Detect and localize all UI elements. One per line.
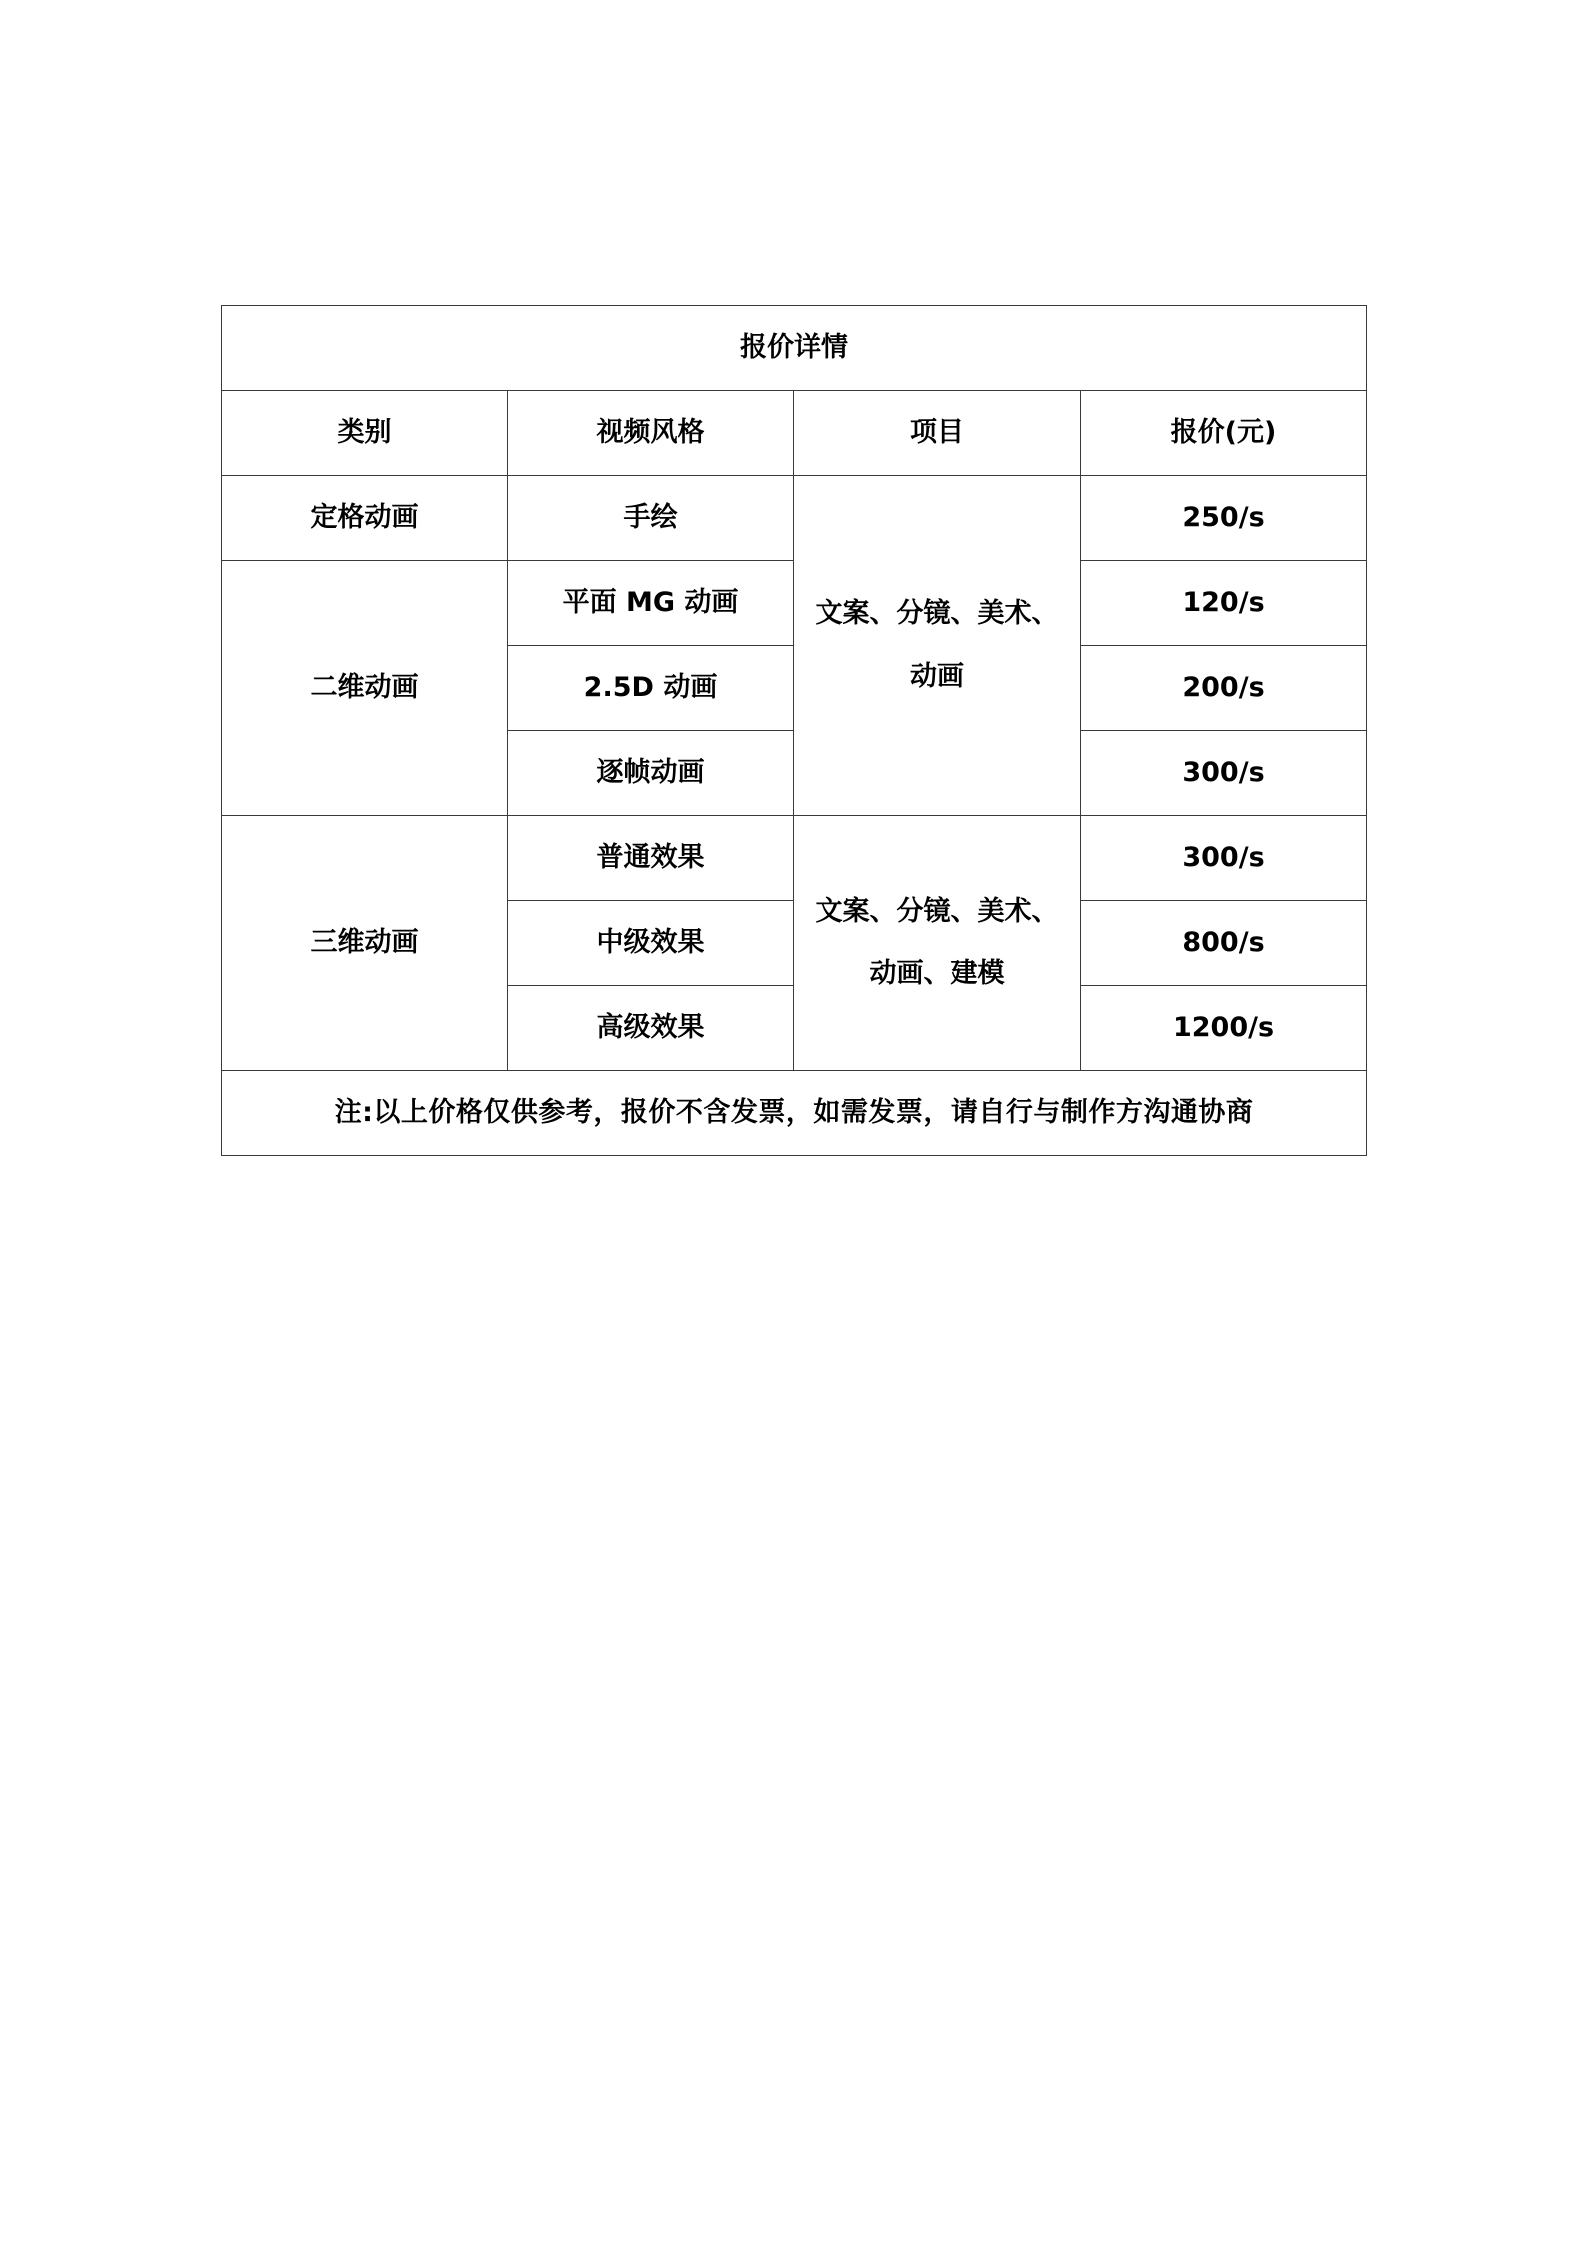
table-row — [222, 816, 1367, 901]
price-cell: 120/s — [1081, 561, 1367, 646]
style-cell: 手绘 — [508, 476, 794, 561]
price-cell: 300/s — [1081, 731, 1367, 816]
note-row — [222, 1071, 1367, 1156]
style-cell: 逐帧动画 — [508, 731, 794, 816]
category-cell: 二维动画 — [222, 561, 508, 816]
table-note: 注:以上价格仅供参考，报价不含发票，如需发票，请自行与制作方沟通协商 — [222, 1071, 1367, 1156]
project-line: 文案、分镜、美术、 — [815, 598, 1059, 630]
style-cell: 2.5D 动画 — [508, 646, 794, 731]
project-line: 文案、分镜、美术、 — [815, 895, 1059, 927]
title-row — [222, 306, 1367, 391]
price-cell: 250/s — [1081, 476, 1367, 561]
quote-table — [221, 305, 1367, 1156]
style-cell: 普通效果 — [508, 816, 794, 901]
table-title: 报价详情 — [222, 306, 1367, 391]
price-cell: 200/s — [1081, 646, 1367, 731]
project-cell — [794, 816, 1081, 1071]
header-category: 类别 — [222, 391, 508, 476]
table-row — [222, 476, 1367, 561]
header-video-style: 视频风格 — [508, 391, 794, 476]
project-cell — [794, 476, 1081, 816]
category-cell: 三维动画 — [222, 816, 508, 1071]
style-cell: 中级效果 — [508, 901, 794, 986]
project-line: 动画、建模 — [869, 958, 1005, 989]
style-cell: 高级效果 — [508, 986, 794, 1071]
header-project: 项目 — [794, 391, 1081, 476]
style-cell: 平面 MG 动画 — [508, 561, 794, 646]
category-cell: 定格动画 — [222, 476, 508, 561]
price-cell: 800/s — [1081, 901, 1367, 986]
project-line: 动画 — [910, 660, 964, 692]
header-price: 报价(元) — [1081, 391, 1367, 476]
header-row — [222, 391, 1367, 476]
price-cell: 1200/s — [1081, 986, 1367, 1071]
price-cell: 300/s — [1081, 816, 1367, 901]
